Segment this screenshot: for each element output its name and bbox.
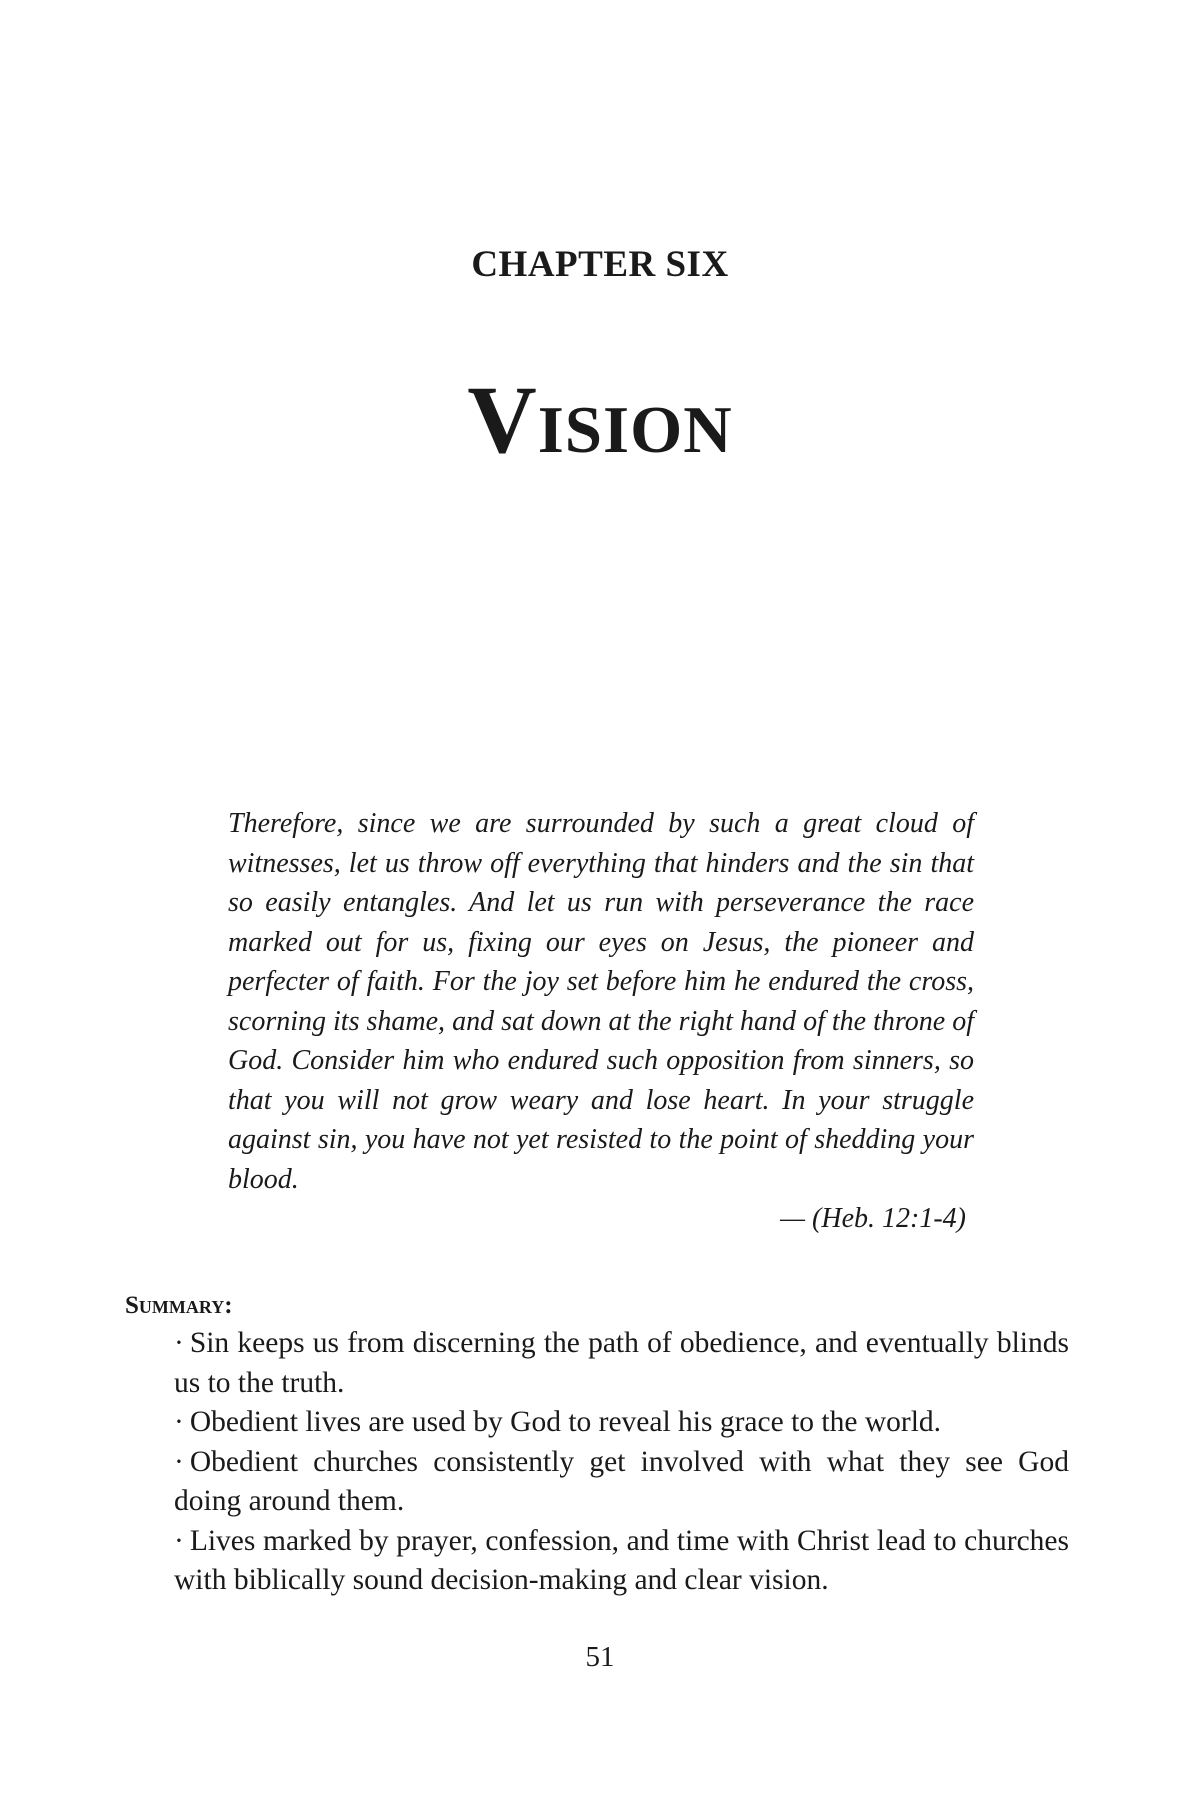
chapter-title: Vision	[467, 366, 733, 473]
bullet-icon: ·	[174, 1327, 184, 1359]
bullet-icon: ·	[174, 1524, 184, 1557]
epigraph-citation: — (Heb. 12:1-4)	[780, 1203, 966, 1234]
summary-item-text: Obedient lives are used by God to reveal his grace to the world.	[189, 1406, 942, 1438]
summary-section	[125, 1290, 1069, 1601]
page-number: 51	[585, 1641, 615, 1673]
summary-item	[174, 1522, 1069, 1601]
bullet-icon: ·	[174, 1406, 184, 1438]
chapter-label: CHAPTER SIX	[471, 244, 729, 285]
summary-item-text: Lives marked by prayer, confession, and time with Christ lead to churches with biblically sound decision-making and clear vision.	[174, 1524, 1069, 1596]
epigraph	[228, 804, 974, 1239]
summary-heading: Summary:	[125, 1292, 233, 1319]
summary-item	[174, 1443, 1069, 1522]
summary-item-text: Obedient churches consistently get involved with what they see God doing around them.	[174, 1445, 1069, 1517]
epigraph-text: Therefore, since we are surrounded by such a great cloud of witnesses, let us throw off everything that hinders and the sin that so easily entangles. And let us run with perseverance the race marked out for us, fixing our eyes on Jesus, the pioneer and perfecter of faith. For the joy set before him he endured the cross, scorning its shame, and sat down at the right hand of the throne of God. Consider him who endured such opposition from sinners, so that you will not grow weary and lose heart. In your struggle against sin, you have not yet resisted to the point of shedding your blood.	[228, 808, 974, 1195]
bullet-icon: ·	[174, 1445, 184, 1478]
summary-item-text: Sin keeps us from discerning the path of obedience, and eventually blinds us to the truth.	[174, 1327, 1069, 1399]
summary-item	[174, 1403, 1069, 1443]
summary-list	[125, 1324, 1069, 1601]
summary-item	[174, 1324, 1069, 1403]
